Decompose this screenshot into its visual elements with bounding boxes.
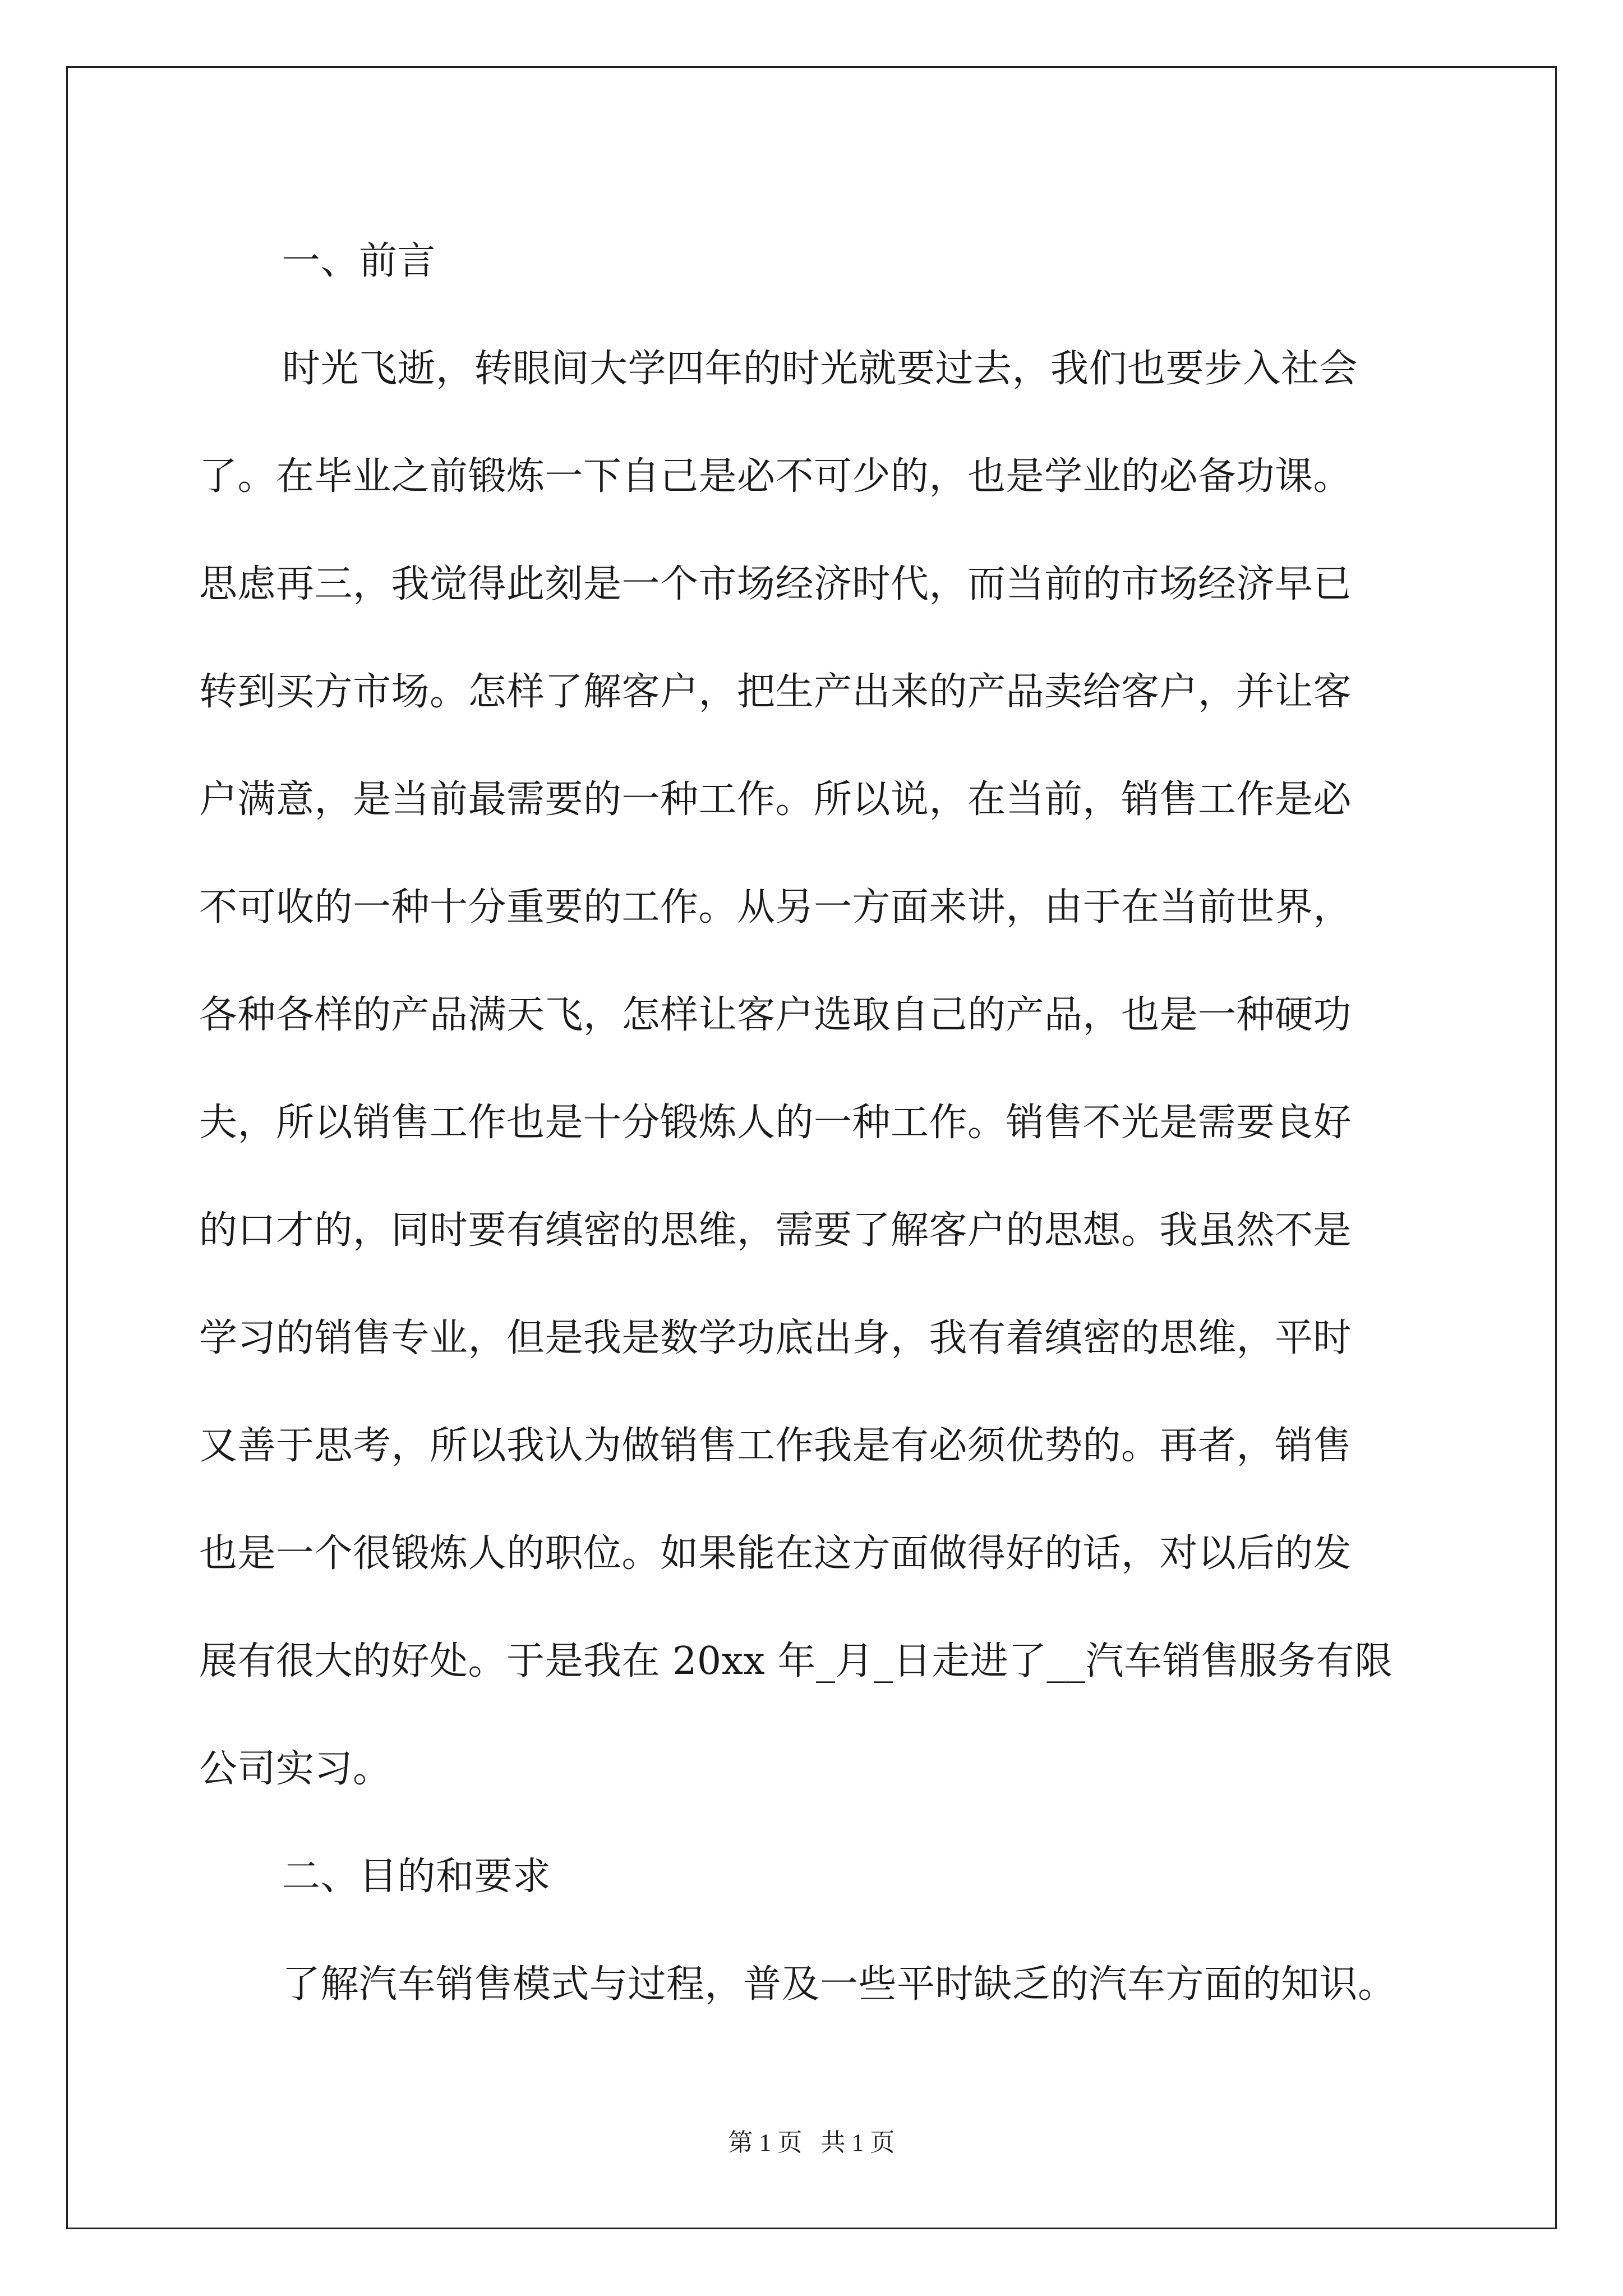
- paragraph-line: 公司实习。: [199, 1747, 391, 1791]
- paragraph-line: 学习的销售专业，但是我是数学功底出身，我有着缜密的思维，平时: [199, 1316, 1352, 1360]
- paragraph-line: 各种各样的产品满天飞，怎样让客户选取自己的产品，也是一种硬功: [199, 993, 1352, 1037]
- paragraph-line: 了。在毕业之前锻炼一下自己是必不可少的，也是学业的必备功课。: [199, 454, 1352, 499]
- paragraph-line: 户满意，是当前最需要的一种工作。所以说，在当前，销售工作是必: [199, 777, 1352, 822]
- paragraph-line: 也是一个很锻炼人的职位。如果能在这方面做得好的话，对以后的发: [199, 1531, 1352, 1576]
- paragraph-line: 夫，所以销售工作也是十分锻炼人的一种工作。销售不光是需要良好: [199, 1101, 1352, 1145]
- paragraph-line: 不可收的一种十分重要的工作。从另一方面来讲，由于在当前世界，: [199, 885, 1352, 930]
- section-heading-preface: 一、前言: [282, 239, 436, 283]
- section-heading-goals: 二、目的和要求: [282, 1855, 551, 1899]
- paragraph-goals: [199, 1931, 1438, 2039]
- paragraph-line: 展有很大的好处。于是我在 20xx 年_月_日走进了__汽车销售服务有限: [199, 1639, 1393, 1683]
- paragraph-line: 时光飞逝，转眼间大学四年的时光就要过去，我们也要步入社会: [282, 347, 1358, 391]
- paragraph-line: 思虑再三，我觉得此刻是一个市场经济时代，而当前的市场经济早已: [199, 562, 1352, 606]
- document-body: [199, 208, 1438, 2039]
- paragraph-line: 的口才的，同时要有缜密的思维，需要了解客户的思想。我虽然不是: [199, 1208, 1352, 1253]
- paragraph-preface: [199, 315, 1438, 1823]
- paragraph-line: 转到买方市场。怎样了解客户，把生产出来的产品卖给客户，并让客: [199, 670, 1352, 714]
- page-footer: 第 1 页 共 1 页: [728, 2129, 895, 2156]
- paragraph-line: 了解汽车销售模式与过程，普及一些平时缺乏的汽车方面的知识。: [282, 1962, 1396, 2007]
- paragraph-line: 又善于思考，所以我认为做销售工作我是有必须优势的。再者，销售: [199, 1424, 1352, 1468]
